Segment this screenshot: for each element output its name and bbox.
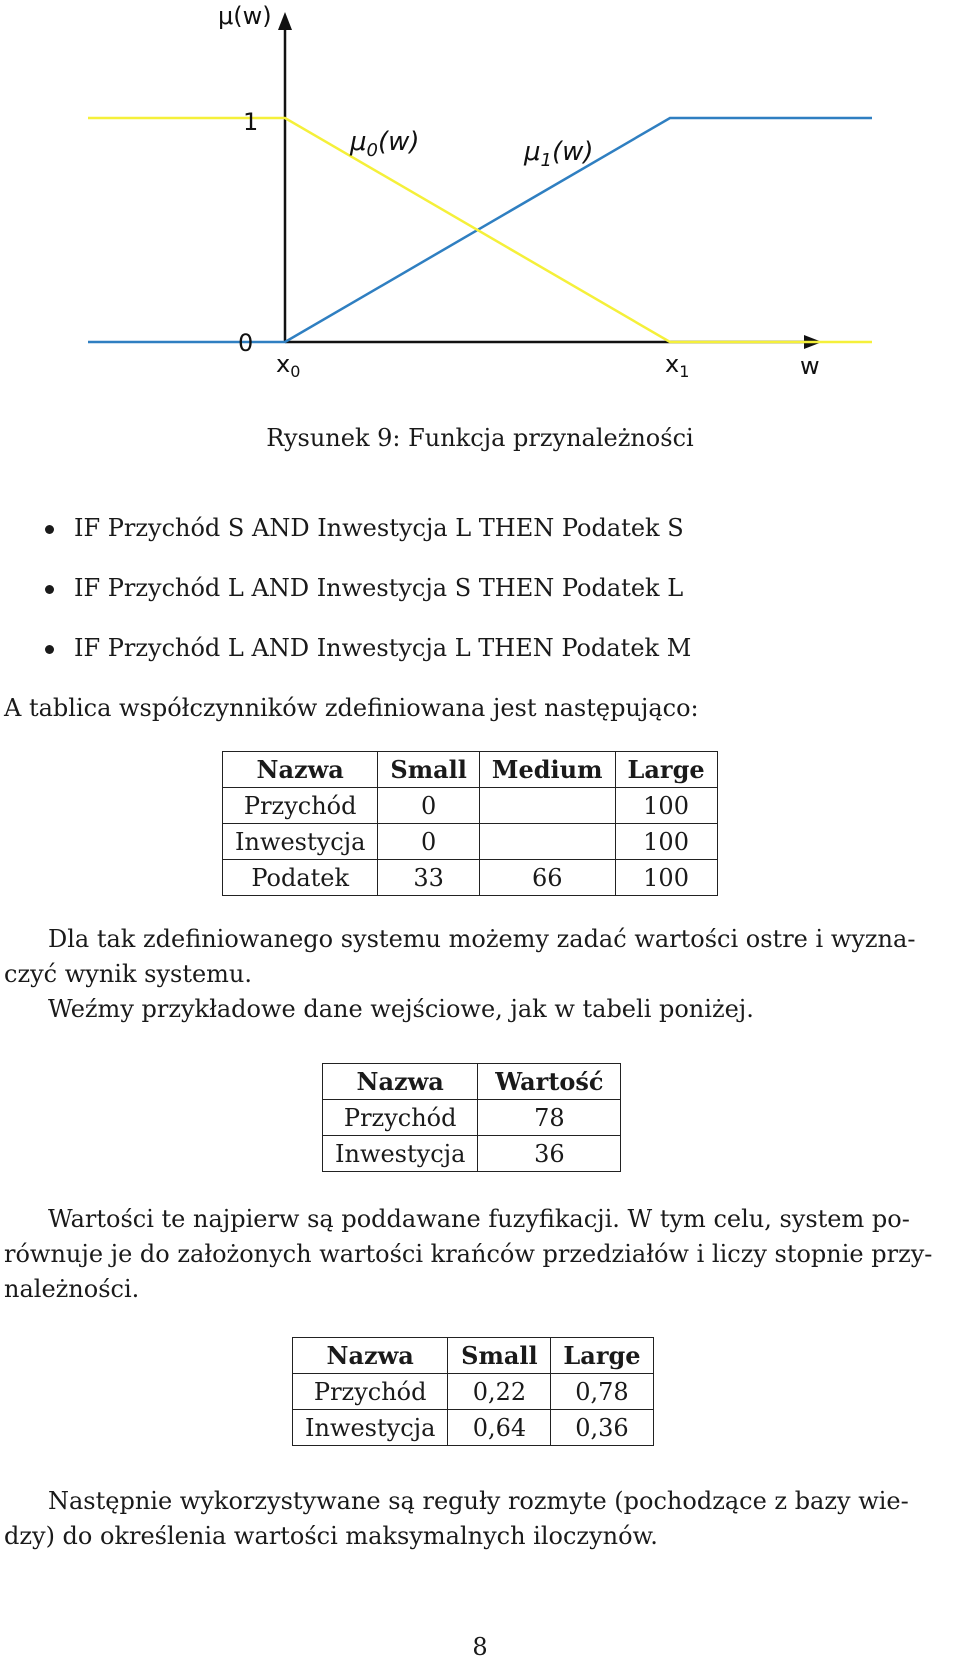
table-row <box>223 788 718 824</box>
table-header-cell: Large <box>615 752 717 788</box>
table-cell <box>479 788 615 824</box>
membership-function-figure <box>0 0 960 400</box>
table-header-row <box>293 1338 654 1374</box>
table-cell: Inwestycja <box>293 1410 448 1446</box>
table-cell: Przychód <box>223 788 378 824</box>
table-cell <box>479 824 615 860</box>
table-header-row <box>323 1064 621 1100</box>
table-cell: 0,22 <box>448 1374 551 1410</box>
table-header-cell: Nazwa <box>293 1338 448 1374</box>
table-row <box>223 824 718 860</box>
text-line: Wartości te najpierw są poddawane fuzyfikacji. W tym celu, system po- <box>48 1205 910 1233</box>
page-number: 8 <box>472 1633 488 1661</box>
paragraph-fuzzification <box>4 1202 949 1307</box>
table-cell: 66 <box>479 860 615 896</box>
paragraph-rules <box>4 1484 949 1554</box>
series-mu1-line <box>88 118 872 342</box>
paragraph-system <box>4 922 949 1027</box>
table-header-cell: Medium <box>479 752 615 788</box>
table-cell: 0,78 <box>551 1374 653 1410</box>
table-row <box>323 1136 621 1172</box>
y-tick-high: 1 <box>243 108 259 136</box>
rule-list <box>40 513 920 693</box>
table-header-row <box>223 752 718 788</box>
table-cell: 0,36 <box>551 1410 653 1446</box>
membership-chart <box>0 0 960 400</box>
table-cell: Inwestycja <box>223 824 378 860</box>
table-cell: Podatek <box>223 860 378 896</box>
table-header-cell: Small <box>378 752 480 788</box>
text-line: dzy) do określenia wartości maksymalnych iloczynów. <box>4 1522 658 1550</box>
coefficients-table <box>222 751 718 896</box>
text-line: czyć wynik systemu. <box>4 960 253 988</box>
y-tick-low: 0 <box>238 329 254 357</box>
input-values-table <box>322 1063 621 1172</box>
rule-item: IF Przychód S AND Inwestycja L THEN Podatek S <box>40 513 920 573</box>
table-cell: 0 <box>378 824 480 860</box>
series-mu0-line <box>88 118 872 342</box>
mu1-label: $\mu_1(w)$ <box>524 137 594 171</box>
table-header-cell: Nazwa <box>323 1064 478 1100</box>
paragraph-table-intro: A tablica współczynników zdefiniowana jest następująco: <box>4 694 699 722</box>
table-header-cell: Small <box>448 1338 551 1374</box>
table-header-cell: Nazwa <box>223 752 378 788</box>
x0-tick-label: $x_0$ <box>276 350 301 381</box>
table-cell: Inwestycja <box>323 1136 478 1172</box>
table-cell: 33 <box>378 860 480 896</box>
text-line: Dla tak zdefiniowanego systemu możemy zadać wartości ostre i wyzna- <box>48 925 916 953</box>
x-axis-label: w <box>800 352 820 380</box>
table-cell: 0,64 <box>448 1410 551 1446</box>
table-cell: 100 <box>615 860 717 896</box>
table-cell: Przychód <box>323 1100 478 1136</box>
mu0-label: $\mu_0(w)$ <box>350 127 420 161</box>
x1-tick-label: $x_1$ <box>665 350 690 381</box>
table-row <box>323 1100 621 1136</box>
text-line: Weźmy przykładowe dane wejściowe, jak w tabeli poniżej. <box>48 995 754 1023</box>
text-line: Następnie wykorzystywane są reguły rozmyte (pochodzące z bazy wie- <box>48 1487 909 1515</box>
table-cell: 36 <box>478 1136 621 1172</box>
table-cell: 78 <box>478 1100 621 1136</box>
table-row <box>293 1410 654 1446</box>
table-header-cell: Large <box>551 1338 653 1374</box>
text-line: równuje je do założonych wartości krańców przedziałów i liczy stopnie przy- <box>4 1240 933 1268</box>
rule-item: IF Przychód L AND Inwestycja S THEN Podatek L <box>40 573 920 633</box>
table-cell: Przychód <box>293 1374 448 1410</box>
text-line: należności. <box>4 1275 140 1303</box>
table-row <box>223 860 718 896</box>
y-axis-label: μ(w) <box>218 2 272 30</box>
table-header-cell: Wartość <box>478 1064 621 1100</box>
y-axis-arrow <box>278 12 292 30</box>
table-cell: 100 <box>615 788 717 824</box>
table-cell: 100 <box>615 824 717 860</box>
table-cell: 0 <box>378 788 480 824</box>
table-row <box>293 1374 654 1410</box>
figure-caption: Rysunek 9: Funkcja przynależności <box>266 424 694 452</box>
membership-degrees-table <box>292 1337 654 1446</box>
rule-item: IF Przychód L AND Inwestycja L THEN Podatek M <box>40 633 920 693</box>
